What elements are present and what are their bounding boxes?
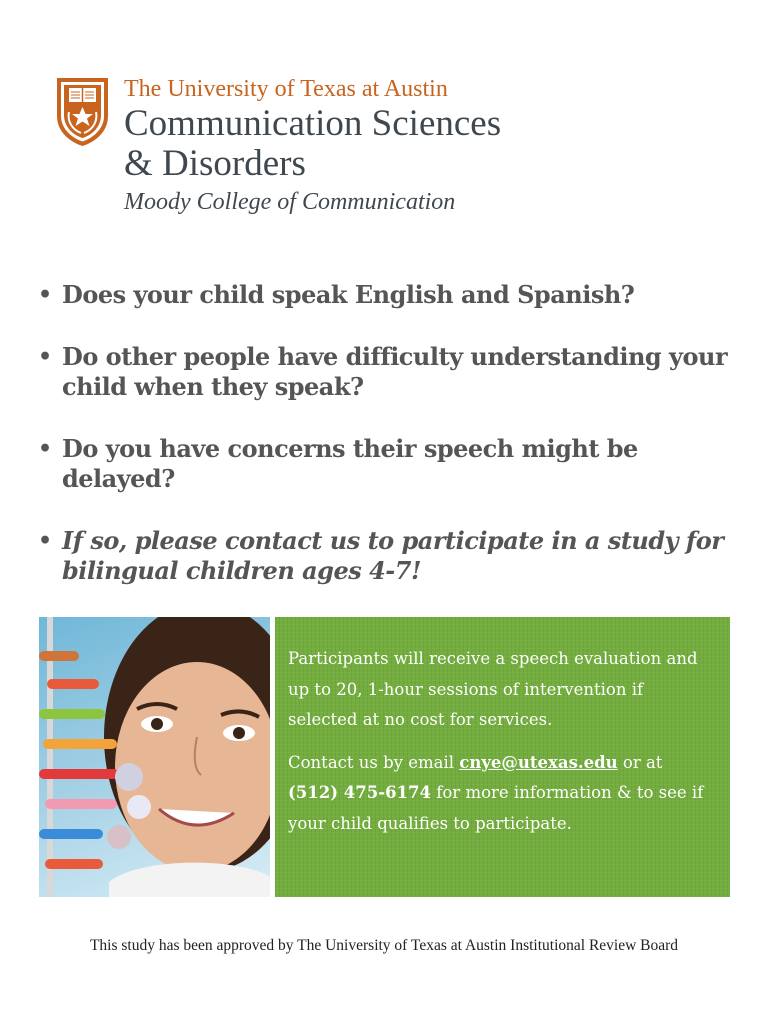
contact-text bbox=[288, 748, 712, 840]
contact-prefix: Contact us by email bbox=[288, 752, 455, 772]
ut-shield-logo bbox=[55, 76, 110, 148]
call-to-action-item bbox=[38, 526, 738, 586]
header-text bbox=[124, 74, 501, 218]
phone-number: (512) 475-6174 bbox=[288, 783, 432, 802]
call-to-action-text: If so, please contact us to participate in a study for bilingual children ages 4-7! bbox=[62, 526, 724, 585]
question-text: Does your child speak English and Spanish? bbox=[62, 280, 635, 309]
bullet-icon: • bbox=[38, 436, 52, 462]
university-name: The University of Texas at Austin bbox=[124, 76, 448, 102]
bullet-icon: • bbox=[38, 528, 52, 554]
header bbox=[55, 74, 615, 224]
email-link[interactable]: cnye@utexas.edu bbox=[459, 752, 618, 772]
list-item bbox=[38, 434, 738, 494]
irb-approval-note: This study has been approved by The University of Texas at Austin Institutional Review Board bbox=[89, 937, 679, 954]
department-name-line2: & Disorders bbox=[124, 143, 306, 184]
question-list bbox=[38, 280, 738, 618]
bullet-icon: • bbox=[38, 344, 52, 370]
contact-suffix: for more information & to see if your child qualifies to participate. bbox=[288, 783, 704, 833]
bullet-icon: • bbox=[38, 282, 52, 308]
question-text: Do you have concerns their speech might be delayed? bbox=[62, 434, 638, 493]
department-name-line1: Communication Sciences bbox=[124, 103, 502, 144]
child-photo bbox=[39, 617, 270, 897]
college-name: Moody College of Communication bbox=[124, 189, 456, 215]
list-item bbox=[38, 342, 738, 402]
participants-text: Participants will receive a speech evaluation and up to 20, 1-hour sessions of intervention if selected at no cost for services. bbox=[288, 649, 698, 729]
question-text: Do other people have difficulty understanding your child when they speak? bbox=[62, 342, 728, 401]
info-panel bbox=[275, 617, 730, 897]
contact-or: or at bbox=[622, 752, 663, 772]
list-item bbox=[38, 280, 738, 310]
child-with-model-illustration bbox=[39, 617, 270, 897]
